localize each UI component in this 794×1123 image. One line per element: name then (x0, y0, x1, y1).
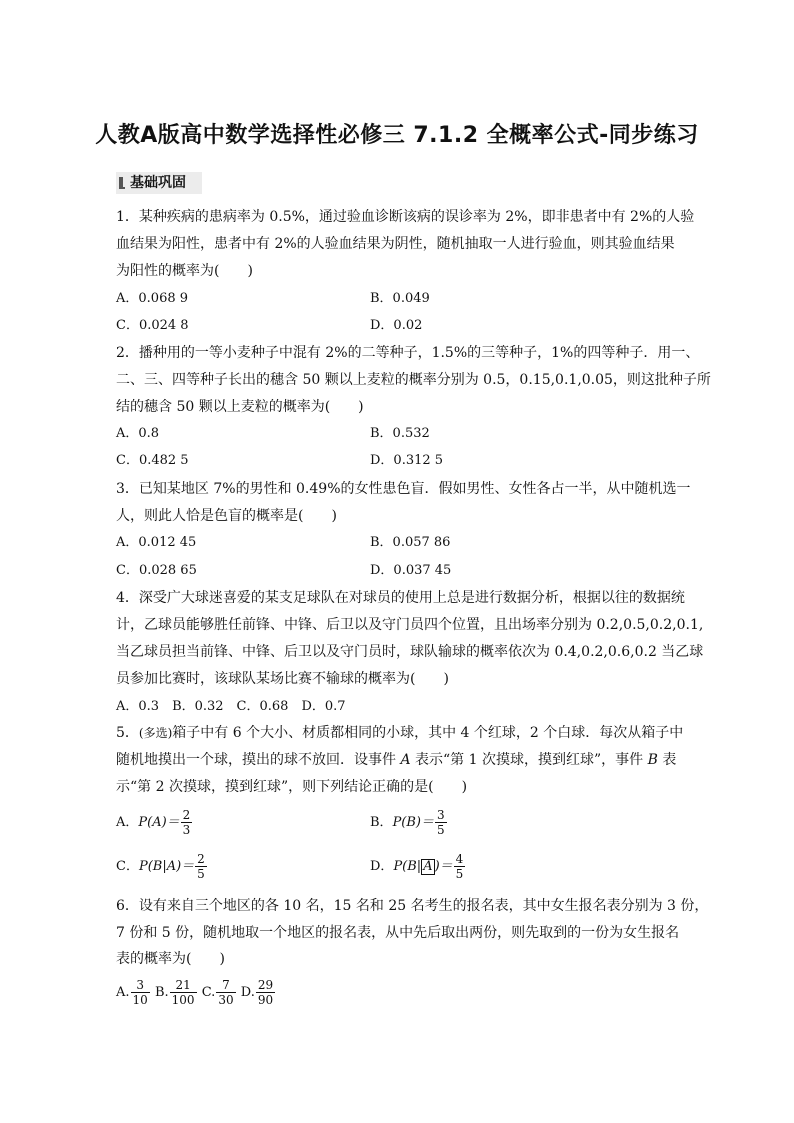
q5-option-a-fraction (181, 808, 193, 837)
fraction-denominator: 5 (455, 867, 464, 881)
q6-option-b-fraction (170, 978, 197, 1007)
fraction-numerator: 3 (437, 808, 445, 822)
q4-line-1: 4．深受广大球迷喜爱的某支足球队在对球员的使用上总是进行数据分析，根据以往的数据统 (116, 590, 685, 606)
q1-line-1: 1．某种疾病的患病率为 0.5%，通过验血诊断该病的误诊率为 2%，即非患者中有 2%的人验 (116, 209, 695, 225)
q5-line-1 (116, 724, 683, 742)
fraction-numerator: 2 (182, 808, 191, 822)
q2-option-d: D．0.312 5 (370, 453, 444, 468)
fraction-numerator: 3 (131, 978, 150, 993)
fraction-denominator: 100 (171, 993, 195, 1007)
section-header (116, 172, 202, 194)
q3-option-d: D．0.037 45 (370, 563, 452, 578)
q4-line-3: 当乙球员担当前锋、中锋、后卫以及守门员时，球队输球的概率依次为 0.4,0.2,0.6,0.2 当乙球 (116, 644, 704, 660)
q5-option-b (370, 808, 448, 837)
q5-line-3: 示“第 2 次摸球，摸到红球”，则下列结论正确的是( ) (116, 779, 468, 795)
q3-line-2: 人，则此人恰是色盲的概率是( ) (116, 508, 337, 524)
q1-option-d: D．0.02 (370, 318, 423, 333)
q2-line-1: 2．播种用的一等小麦种子中混有 2%的二等种子，1.5%的三等种子，1%的四等种子．用一、 (116, 345, 700, 361)
q6-option-d-fraction (256, 978, 275, 1007)
q5-event-b: B (647, 752, 658, 768)
q5-option-c-expr: P(B|A)＝ (138, 859, 195, 874)
q6-options (116, 978, 276, 1007)
q5-line-2c: 表 (657, 752, 677, 768)
q5-option-d-fraction (454, 852, 466, 881)
fraction-numerator: 7 (216, 978, 235, 993)
q3-option-a: A．0.012 45 (116, 535, 197, 550)
q1-line-3: 为阳性的概率为( ) (116, 263, 253, 279)
fraction-denominator: 30 (218, 993, 234, 1007)
q5-option-a-expr: P(A)＝ (138, 815, 180, 830)
q5-option-d-expr-b: )＝ (434, 859, 453, 874)
q5-line-2b: 表示“第 1 次摸球，摸到红球”，事件 (410, 752, 648, 768)
q5-event-a: A (400, 752, 411, 768)
fraction-numerator: 29 (257, 978, 274, 992)
fraction-denominator: 5 (437, 823, 445, 837)
q2-option-b: B．0.532 (370, 426, 430, 441)
q5-number: 5． (116, 725, 139, 741)
q5-line-2 (116, 751, 676, 769)
q4-line-2: 计，乙球员能够胜任前锋、中锋、后卫以及守门员四个位置，且出场率分别为 0.2,0.5,0.2,0.1, (116, 617, 704, 633)
q6-line-2: 7 份和 5 份，随机地取一个地区的报名表，从中先后取出两份，则先取到的一份为女生报名 (116, 925, 680, 941)
q2-option-a: A．0.8 (116, 426, 160, 441)
q1-option-c: C．0.024 8 (116, 318, 189, 333)
q6-option-a-label: A. (116, 985, 130, 1000)
q1-option-b: B．0.049 (370, 291, 430, 306)
fraction-denominator: 5 (197, 867, 205, 881)
q2-line-2: 二、三、四等种子长出的穗含 50 颗以上麦粒的概率分别为 0.5，0.15,0.1,0.05，则这批种子所 (116, 372, 711, 388)
section-marker-foot-icon (119, 187, 125, 189)
q5-option-d (370, 852, 466, 881)
q6-line-1: 6．设有来自三个地区的各 10 名，15 名和 25 名考生的报名表，其中女生报名表分别为 3 份， (116, 898, 709, 914)
q5-option-c-fraction (195, 852, 207, 881)
q2-option-c: C．0.482 5 (116, 453, 189, 468)
q5-line-2a: 随机地摸出一个球，摸出的球不放回．设事件 (116, 752, 401, 768)
q5-option-a (116, 808, 193, 837)
q1-line-2: 血结果为阳性，患者中有 2%的人验血结果为阴性，随机抽取一人进行验血，则其验血结果 (116, 236, 675, 252)
q6-line-3: 表的概率为( ) (116, 951, 225, 967)
q5-option-c (116, 852, 208, 881)
page-title: 人教A版高中数学选择性必修三 7.1.2 全概率公式-同步练习 (95, 123, 699, 148)
fraction-numerator: 2 (197, 852, 205, 866)
q6-option-b-label: B. (154, 985, 169, 1000)
q3-option-c: C．0.028 65 (116, 563, 197, 578)
q1-option-a: A．0.068 9 (116, 291, 189, 306)
q5-option-b-fraction (435, 808, 447, 837)
q5-option-c-label: C． (116, 859, 139, 874)
fraction-numerator: 4 (455, 852, 464, 866)
q2-line-3: 结的穗含 50 颗以上麦粒的概率为( ) (116, 399, 364, 415)
fraction-numerator: 21 (170, 978, 197, 993)
fraction-denominator: 90 (257, 993, 274, 1007)
q4-options: A．0.3 B．0.32 C．0.68 D．0.7 (116, 699, 346, 714)
section-title: 基础巩固 (130, 175, 186, 191)
q3-option-b: B．0.057 86 (370, 535, 451, 550)
q4-line-4: 员参加比赛时，该球队某场比赛不输球的概率为( ) (116, 671, 449, 687)
q5-option-b-expr: P(B)＝ (392, 815, 435, 830)
q5-tag: (多选) (138, 726, 173, 740)
fraction-denominator: 3 (182, 823, 191, 837)
q5-option-d-label: D． (370, 859, 394, 874)
fraction-denominator: 10 (132, 993, 148, 1007)
q6-option-c-fraction (216, 978, 235, 1007)
q6-option-d-label: D. (240, 985, 255, 1000)
q5-option-d-complement-a: A (423, 859, 433, 874)
q6-option-a-fraction (131, 978, 150, 1007)
q5-option-d-expr-a: P(B| (393, 859, 422, 874)
q3-line-1: 3．已知某地区 7%的男性和 0.49%的女性患色盲．假如男性、女性各占一半，从中随机选一 (116, 481, 691, 497)
q5-option-a-label: A． (116, 815, 139, 830)
q6-option-c-label: C. (201, 985, 216, 1000)
q5-option-b-label: B． (370, 815, 393, 830)
q5-line-1-text: 箱子中有 6 个大小、材质都相同的小球，其中 4 个红球，2 个白球．每次从箱子中 (172, 725, 684, 741)
